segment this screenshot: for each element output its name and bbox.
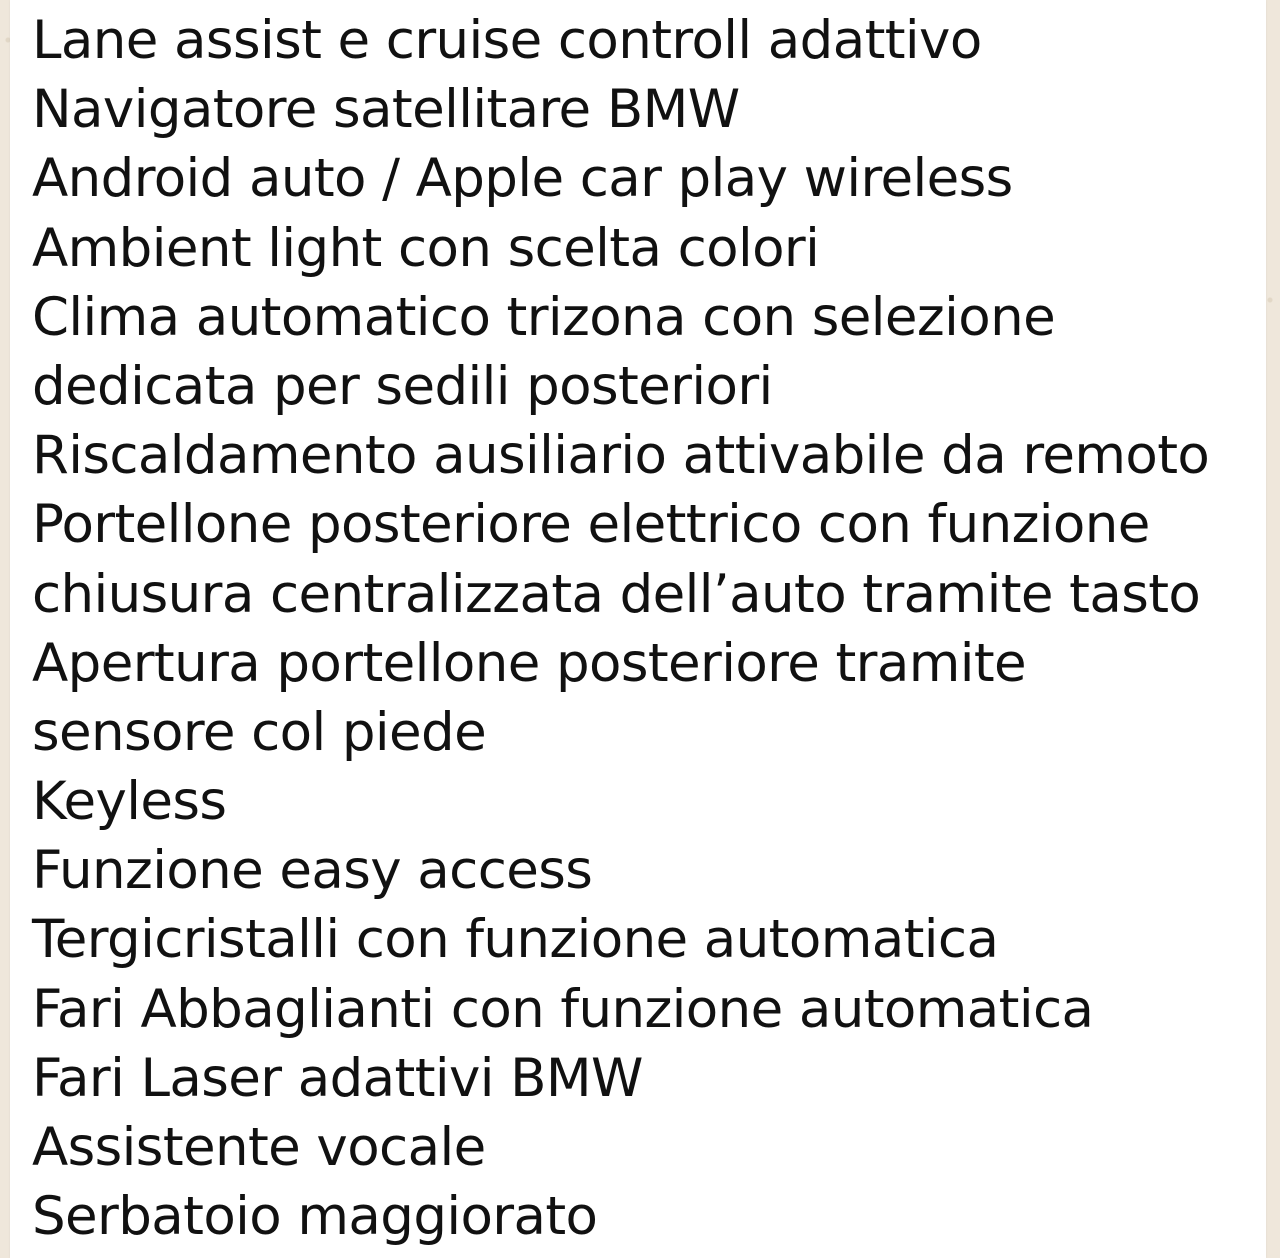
message-line: Fari Laser adattivi BMW — [32, 1047, 643, 1109]
message-line: chiusura centralizzata dell’auto tramite tasto — [32, 563, 1201, 625]
message-line: Apertura portellone posteriore tramite — [32, 632, 1027, 694]
message-line: Assistente vocale — [32, 1117, 486, 1178]
message-line: Android auto / Apple car play wireless — [32, 148, 1013, 210]
message-line: Tergicristalli con funzione automatica — [32, 909, 999, 971]
message-text — [32, 6, 1209, 1251]
message-line: Serbatoio maggiorato — [32, 1186, 598, 1248]
message-line: Fari Abbaglianti con funzione automatica — [32, 978, 1094, 1040]
message-line: Keyless — [32, 771, 227, 833]
message-line: Funzione easy access — [32, 840, 593, 902]
message-line: Riscaldamento ausiliario attivabile da remoto — [32, 425, 1210, 487]
message-line: Ambient light con scelta colori — [32, 217, 820, 279]
message-bubble[interactable] — [10, 0, 1266, 1258]
message-line: Portellone posteriore elettrico con funzione — [32, 494, 1150, 556]
message-line: Navigatore satellitare BMW — [32, 79, 740, 141]
message-line: Lane assist e cruise controll adattivo — [32, 10, 982, 71]
message-line: dedicata per sedili posteriori — [32, 355, 773, 417]
message-line: sensore col piede — [32, 701, 487, 763]
message-line: Clima automatico trizona con selezione — [32, 286, 1056, 348]
